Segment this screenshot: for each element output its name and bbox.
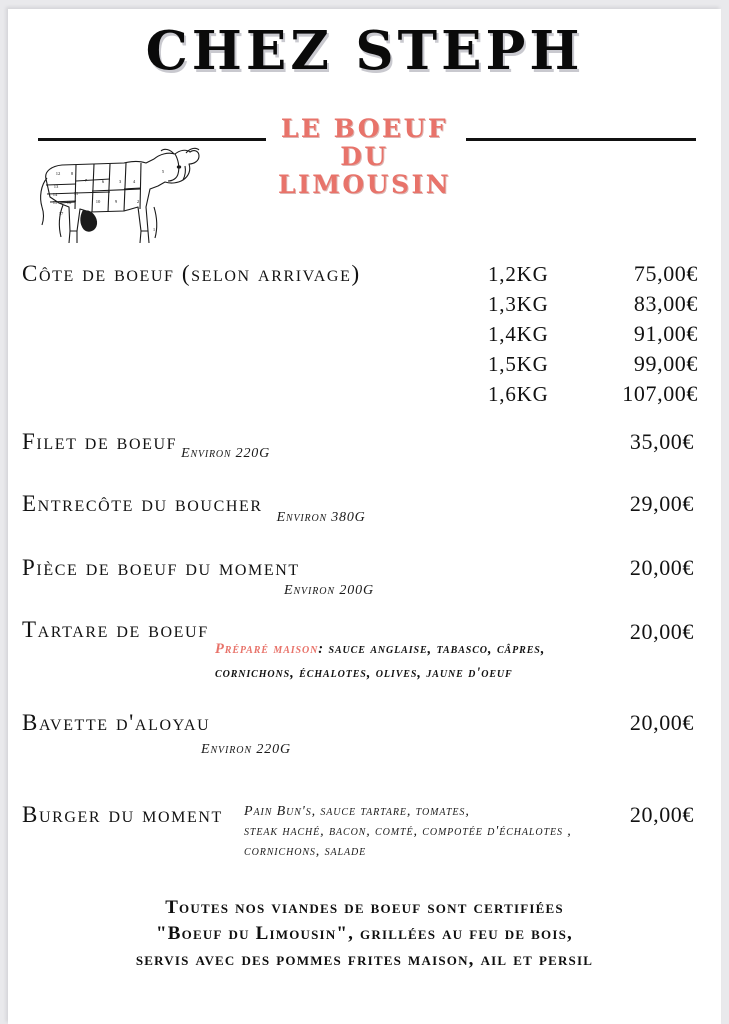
weight-price: 83,00€: [633, 291, 698, 316]
item-description: Environ 200G: [284, 583, 375, 598]
item-description: Environ 220G: [181, 446, 270, 461]
item-name: Entrecôte du boucher: [22, 491, 263, 516]
weight-label: 1,3KG: [488, 292, 549, 316]
footer-line-1: Toutes nos viandes de boeuf sont certifiées: [165, 897, 564, 918]
weight-label: 1,4KG: [488, 322, 549, 346]
item-name: Tartare de boeuf: [22, 617, 209, 642]
weight-price-table: [488, 261, 698, 411]
svg-text:10: 10: [95, 199, 101, 204]
item-name: Burger du moment: [22, 802, 223, 827]
weight-label: 1,2KG: [488, 262, 549, 286]
menu-item-piece-de-boeuf-du-moment[interactable]: [8, 555, 721, 617]
footer-line-2: "Boeuf du Limousin", grillées au feu de bois,: [156, 923, 573, 944]
footer-line-3: servis avec des pommes frites maison, ail et persil: [135, 949, 594, 970]
table-row: [488, 381, 698, 411]
svg-text:4: 4: [132, 179, 136, 184]
item-price: 20,00€: [629, 802, 694, 827]
item-description-line-3: cornichons, salade: [244, 844, 367, 859]
cow-butcher-diagram-icon: [28, 145, 204, 251]
item-price: 20,00€: [629, 710, 694, 735]
item-description-line-1: : sauce anglaise, tabasco, câpres,: [318, 641, 546, 657]
menu-list: [8, 261, 721, 882]
item-price: 29,00€: [629, 491, 694, 516]
item-description-line-1: Pain Bun's, sauce tartare, tomates,: [244, 804, 470, 819]
subtitle-line-2: DU: [340, 142, 389, 171]
svg-text:17: 17: [58, 211, 64, 216]
table-row: [488, 321, 698, 351]
table-row: [488, 261, 698, 291]
menu-item-tartare-de-boeuf[interactable]: [8, 617, 721, 710]
item-price: 20,00€: [629, 619, 694, 644]
menu-item-cote-de-boeuf[interactable]: [8, 261, 721, 429]
table-row: [488, 291, 698, 321]
svg-text:12: 12: [55, 171, 61, 176]
svg-text:1: 1: [152, 227, 156, 232]
svg-text:5: 5: [161, 169, 165, 174]
page-title: CHEZ STEPH: [145, 20, 584, 82]
table-row: [488, 351, 698, 381]
item-name: Bavette d'aloyau: [22, 710, 211, 735]
svg-text:14: 14: [52, 192, 58, 197]
svg-text:16: 16: [66, 200, 72, 205]
item-price: 20,00€: [629, 555, 694, 580]
weight-price: 91,00€: [633, 321, 698, 346]
item-description: Environ 380G: [276, 510, 366, 525]
item-name: Filet de boeuf: [22, 429, 178, 454]
menu-item-burger-du-moment[interactable]: [8, 802, 721, 882]
subtitle-line-3: LIMOUSIN: [277, 170, 452, 199]
item-description-line-2: cornichons, échalotes, olives, jaune d'oeuf: [215, 665, 513, 681]
svg-text:9: 9: [114, 199, 118, 204]
svg-text:3: 3: [118, 179, 122, 184]
weight-price: 99,00€: [633, 351, 698, 376]
item-name: Pièce de boeuf du moment: [22, 555, 300, 580]
svg-text:13: 13: [53, 184, 59, 189]
svg-text:15: 15: [52, 200, 58, 205]
svg-text:2: 2: [136, 199, 140, 204]
item-description: Environ 220G: [201, 742, 292, 757]
menu-page: [8, 9, 721, 1024]
subtitle-line-1: LE BOEUF: [280, 114, 449, 143]
menu-item-filet-de-boeuf[interactable]: [8, 429, 721, 491]
weight-price: 107,00€: [622, 381, 698, 406]
item-name: Côte de boeuf (selon arrivage): [22, 261, 361, 286]
item-description-highlight: Préparé maison: [215, 641, 319, 657]
menu-item-bavette-daloyau[interactable]: [8, 710, 721, 802]
weight-label: 1,5KG: [488, 352, 549, 376]
footer-note: [8, 895, 721, 973]
svg-text:7: 7: [84, 178, 88, 183]
svg-text:11: 11: [73, 191, 79, 196]
item-price: 35,00€: [629, 429, 694, 454]
menu-item-entrecote-du-boucher[interactable]: [8, 491, 721, 555]
weight-label: 1,6KG: [488, 382, 549, 406]
svg-text:8: 8: [70, 171, 74, 176]
item-description-line-2: steak haché, bacon, comté, compotée d'échalotes ,: [244, 824, 572, 839]
svg-text:6: 6: [101, 179, 105, 184]
weight-price: 75,00€: [633, 261, 698, 286]
